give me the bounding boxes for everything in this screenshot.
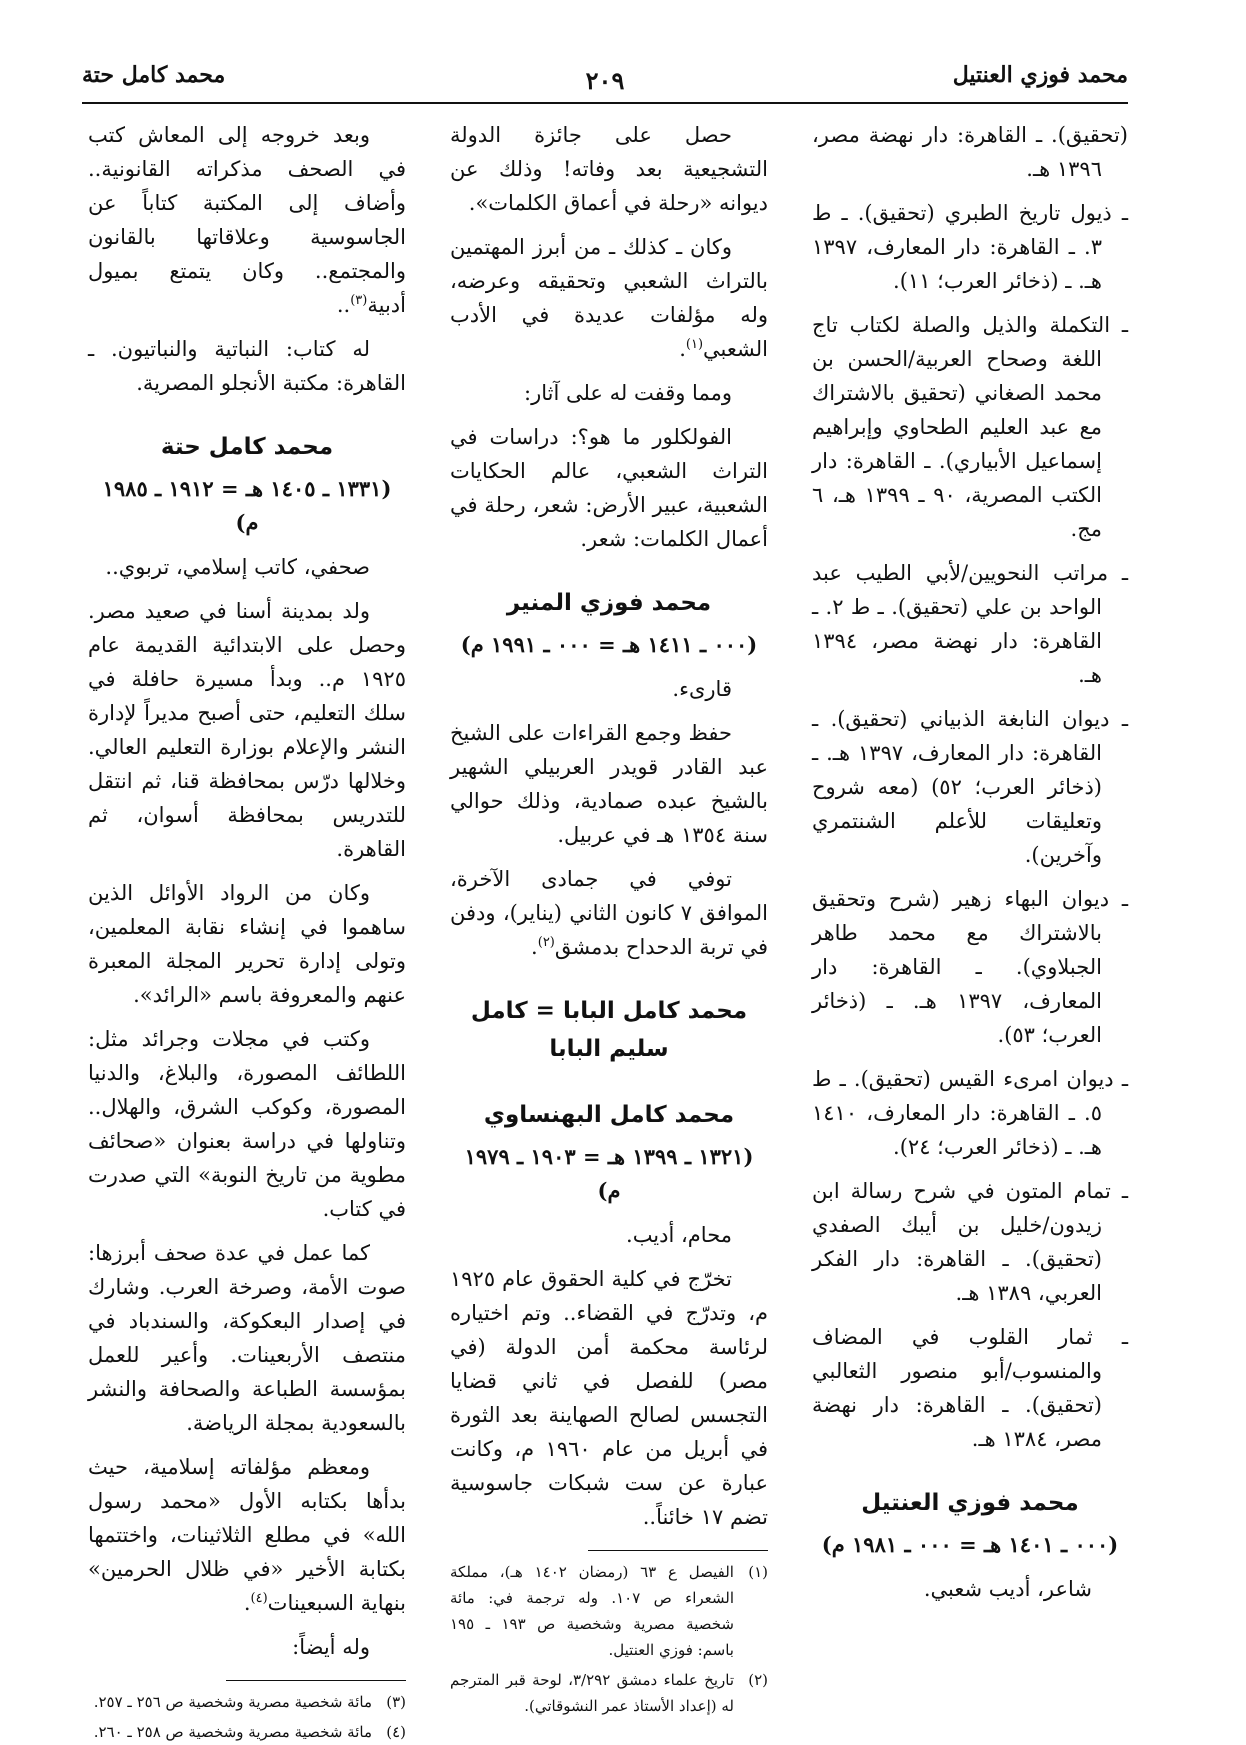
paragraph-text: توفي في جمادى الآخرة، الموافق ٧ كانون الثاني (يناير)، ودفن في تربة الدحداح بدمشق <box>450 867 768 959</box>
paragraph-text: وكان ـ كذلك ـ من أبرز المهتمين بالتراث الشعبي وتحقيقه وعرضه، وله مؤلفات عديدة في الأدب الشعبي <box>450 235 768 361</box>
paragraph: تخرّج في كلية الحقوق عام ١٩٢٥ م، وتدرّج في القضاء.. وتم اختياره لرئاسة محكمة أمن الدولة (في مصر) للفصل في ثاني قضايا التجسس لصالح الصهاينة بعد الثورة في أبريل من عام ١٩٦٠ م، وكانت عبارة عن ست شبكات جاسوسية تضم ١٧ خائناً.. <box>450 1267 768 1529</box>
entry-role: صحفي، كاتب إسلامي، تربوي.. <box>105 555 370 579</box>
list-item: (تحقيق). ـ القاهرة: دار نهضة مصر، ١٣٩٦ هـ. <box>812 123 1128 181</box>
list-item: ـ ديوان امرىء القيس (تحقيق). ـ ط ٥. ـ القاهرة: دار المعارف، ١٤١٠ هـ. ـ (ذخائر العرب؛ ٢٤). <box>812 1067 1128 1159</box>
footnote-ref: (١) <box>685 337 704 352</box>
paragraph <box>88 118 406 322</box>
footnote-text: الفيصل ع ٦٣ (رمضان ١٤٠٢ هـ)، مملكة الشعراء ص ١٠٧. وله ترجمة في: مائة شخصية مصرية وشخصية ص ١٩٣ ـ ١٩٥ باسم: فوزي العنتيل. <box>450 1563 734 1659</box>
list-item: ـ تمام المتون في شرح رسالة ابن زيدون/خليل بن أيبك الصفدي (تحقيق). ـ القاهرة: دار الفكر العربي، ١٣٨٩ هـ. <box>812 1179 1128 1305</box>
footnote-rule <box>226 1680 406 1681</box>
list-item: ـ مراتب النحويين/لأبي الطيب عبد الواحد بن علي (تحقيق). ـ ط ٢. ـ القاهرة: دار نهضة مصر، ١٣٩٤ هـ. <box>812 561 1128 687</box>
entry-dates: (٠٠٠ ـ ١٤١١ هـ = ٠٠٠ ـ ١٩٩١ م) <box>460 632 758 657</box>
entry-dates: (١٣٢١ ـ ١٣٩٩ هـ = ١٩٠٣ ـ ١٩٧٩ م) <box>464 1144 754 1203</box>
paragraph: حفظ وجمع القراءات على الشيخ عبد القادر قويدر العربيلي الشهير بالشيخ عبده صمادية، وذلك حوالي سنة ١٣٥٤ هـ في عربيل. <box>450 721 768 847</box>
page-number: ٢٠٩ <box>585 66 625 95</box>
footnote-ref: (٤) <box>250 1591 268 1606</box>
column-middle <box>450 118 768 1715</box>
paragraph-text: وبعد خروجه إلى المعاش كتب في الصحف مذكراته القانونية.. وأضاف إلى المكتبة كتاباً عن الجاسوسية وعلاقاتها بالقانون والمجتمع.. وكان يتمتع بميول أدبية <box>88 123 406 317</box>
paragraph: وكان ـ كذلك ـ من أبرز المهتمين بالتراث الشعبي وتحقيقه وعرضه، وله مؤلفات عديدة في الأدب الشعبي$^{(١)}$. <box>450 235 768 361</box>
footnote-text: مائة شخصية مصرية وشخصية ص ٢٥٨ ـ ٢٦٠. <box>93 1723 372 1741</box>
footnote-text: تاريخ علماء دمشق ٣/٢٩٢، لوحة قبر المترجم له (إعداد الأستاذ عمر النشوقاتي). <box>450 1671 734 1715</box>
paragraph: ومما وقفت له على آثار: <box>524 381 732 405</box>
list-item: ـ ذيول تاريخ الطبري (تحقيق). ـ ط ٣. ـ القاهرة: دار المعارف، ١٣٩٧ هـ. ـ (ذخائر العرب؛ ١١). <box>812 201 1128 293</box>
list-item: ـ ديوان النابغة الذبياني (تحقيق). ـ القاهرة: دار المعارف، ١٣٩٧ هـ. ـ (ذخائر العرب؛ ٥٢) (معه شروح وتعليقات للأعلم الشنتمري وآخرين). <box>812 707 1128 867</box>
footnote-ref: (٢) <box>537 935 555 950</box>
column-right <box>812 118 1128 1601</box>
running-head-right: محمد فوزي العنتيل <box>952 62 1128 88</box>
paragraph: له كتاب: النباتية والنباتيون. ـ القاهرة: مكتبة الأنجلو المصرية. <box>88 337 406 395</box>
entry-role: محام، أديب. <box>626 1223 732 1247</box>
paragraph: ولد بمدينة أسنا في صعيد مصر. وحصل على الابتدائية القديمة عام ١٩٢٥ م.. وبدأ مسيرة حافلة في سلك التعليم، حتى أصبح مديراً لإدارة النشر والإعلام بوزارة التعليم العالي. وخلالها درّس بمحافظة قنا، ثم انتقل للتدريس بمحافظة أسوان، ثم القاهرة. <box>88 599 406 861</box>
entry-title: محمد فوزي المنير <box>506 590 712 616</box>
entry-dates: (٠٠٠ ـ ١٤٠١ هـ = ٠٠٠ ـ ١٩٨١ م) <box>821 1532 1119 1557</box>
paragraph: كما عمل في عدة صحف أبرزها: صوت الأمة، وصرخة العرب. وشارك في إصدار البعكوكة، والسندباد في منتصف الأربعينات. وأعير للعمل بمؤسسة الطباعة والصحافة والنشر بالسعودية بمجلة الرياضة. <box>88 1241 406 1435</box>
entry-role: قارىء. <box>672 677 732 701</box>
footnote-number: (٤) <box>386 1723 406 1741</box>
list-item: ـ التكملة والذيل والصلة لكتاب تاج اللغة وصحاح العربية/الحسن بن محمد الصغاني (تحقيق بالاشتراك مع عبد العليم الطحاوي وإبراهيم إسماعيل الأبياري). ـ القاهرة: دار الكتب المصرية، ٩٠ ـ ١٣٩٩ هـ، ٦ مج. <box>812 313 1128 541</box>
footnote-number: (٢) <box>748 1671 768 1689</box>
footnote-number: (٣) <box>386 1693 406 1711</box>
footnote-number: (١) <box>748 1563 768 1581</box>
paragraph <box>88 1450 406 1620</box>
list-item: ـ ثمار القلوب في المضاف والمنسوب/أبو منصور الثعالبي (تحقيق). ـ القاهرة: دار نهضة مصر، ١٣٨٤ هـ. <box>812 1325 1128 1451</box>
entry-role: شاعر، أديب شعبي. <box>923 1577 1092 1601</box>
footnote-ref: (٣) <box>350 293 368 308</box>
paragraph-text: ومعظم مؤلفاته إسلامية، حيث بدأها بكتابه الأول «محمد رسول الله» في مطلع الثلاثينات، واختتمها بكتابة الأخير «في ظلال الحرمين» بنهاية السبعينات <box>88 1455 406 1615</box>
entry-title: محمد كامل البابا = كامل سليم البابا <box>470 998 748 1062</box>
entry-title: محمد فوزي العنتيل <box>861 1490 1079 1516</box>
paragraph: توفي في جمادى الآخرة، الموافق ٧ كانون الثاني (يناير)، ودفن في تربة الدحداح بدمشق$^{(٢)}$. <box>450 867 768 959</box>
running-head-left: محمد كامل حتة <box>82 62 226 88</box>
page-header <box>82 58 1128 104</box>
column-left <box>88 118 406 1741</box>
paragraph: الفولكلور ما هو؟: دراسات في التراث الشعبي، عالم الحكايات الشعبية، عبير الأرض: شعر، رحلة في أعمال الكلمات: شعر. <box>450 425 768 551</box>
paragraph-end: . <box>243 1591 251 1615</box>
paragraph: وكان من الرواد الأوائل الذين ساهموا في إنشاء نقابة المعلمين، وتولى إدارة تحرير المجلة المعبرة عنهم والمعروفة باسم «الرائد». <box>88 881 406 1007</box>
paragraph: وكتب في مجلات وجرائد مثل: اللطائف المصورة، والبلاغ، والدنيا المصورة، وكوكب الشرق، والهلال.. وتناولها في دراسة بعنوان «صحائف مطوية من تاريخ النوبة» التي صدرت في كتاب. <box>88 1027 406 1221</box>
footnote <box>450 1559 768 1663</box>
paragraph: وله أيضاً: <box>292 1635 370 1659</box>
paragraph-end: .. <box>336 293 351 317</box>
entry-dates: (١٣٣١ ـ ١٤٠٥ هـ = ١٩١٢ ـ ١٩٨٥ م) <box>102 476 392 535</box>
list-item: ـ ديوان البهاء زهير (شرح وتحقيق بالاشتراك مع محمد طاهر الجبلاوي). ـ القاهرة: دار المعارف، ١٣٩٧ هـ. ـ (ذخائر العرب؛ ٥٣). <box>812 887 1128 1047</box>
paragraph: حصل على جائزة الدولة التشجيعية بعد وفاته! وذلك عن ديوانه «رحلة في أعماق الكلمات». <box>450 123 768 215</box>
footnote-text: مائة شخصية مصرية وشخصية ص ٢٥٦ ـ ٢٥٧. <box>93 1693 372 1711</box>
entry-title: محمد كامل حتة <box>160 434 334 460</box>
footnote-rule <box>588 1550 768 1551</box>
footnote <box>450 1667 768 1719</box>
footnote <box>88 1689 406 1715</box>
entry-title: محمد كامل البهنساوي <box>483 1102 735 1128</box>
footnote <box>88 1719 406 1745</box>
